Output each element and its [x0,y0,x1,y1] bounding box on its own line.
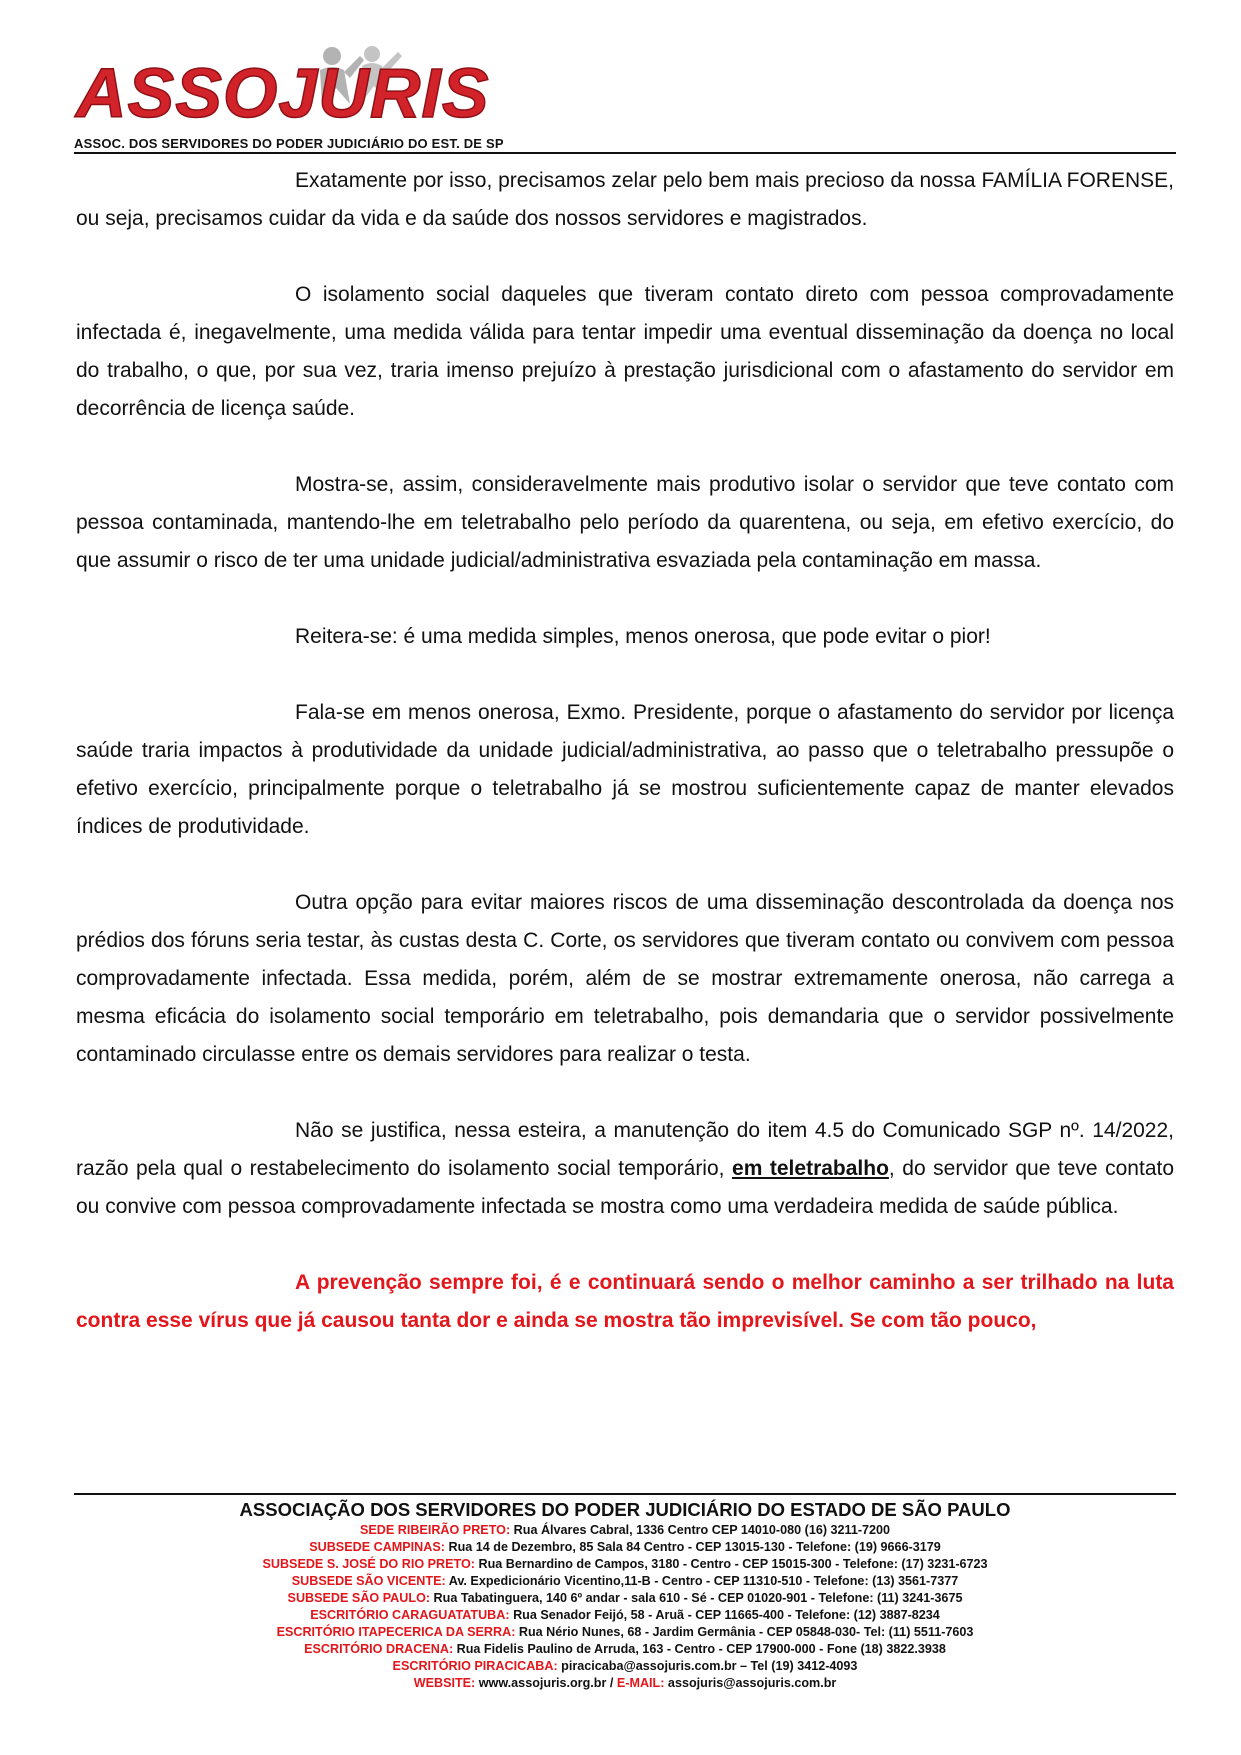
paragraph-7-end: , do servidor que teve contato ou convive com pessoa comprovadamente infectada se mostra como uma verdadeira medida de saúde pública. [76,1157,1175,1218]
office-label: SEDE RIBEIRÃO PRETO: [359,1523,511,1537]
office-row [74,1641,1176,1658]
email-label: E-MAIL: [616,1676,665,1690]
office-address: Rua Álvares Cabral, 1336 Centro CEP 14010-080 (16) 3211-7200 [510,1523,891,1537]
emphasis-teletrabalho: em teletrabalho [732,1157,889,1180]
footer-title: ASSOCIAÇÃO DOS SERVIDORES DO PODER JUDICIÁRIO DO ESTADO DE SÃO PAULO [239,1499,1011,1520]
paragraph-2: O isolamento social daqueles que tiveram contato direto com pessoa comprovadamente infectada é, inegavelmente, uma medida válida para tentar impedir uma eventual disseminação da doença no local do trabalho, o que, por sua vez, traria imenso prejuízo à prestação jurisdicional com o afastamento do servidor em decorrência de licença saúde. [76,283,1174,420]
office-row [74,1658,1176,1675]
paragraph-3: Mostra-se, assim, consideravelmente mais produtivo isolar o servidor que teve contato com pessoa contaminada, mantendo-lhe em teletrabalho pelo período da quarentena, ou seja, em efetivo exercício, do que assumir o risco de ter uma unidade judicial/administrativa esvaziada pela contaminação em massa. [76,473,1174,572]
paragraph-6: Outra opção para evitar maiores riscos de uma disseminação descontrolada da doença nos prédios dos fóruns seria testar, às custas desta C. Corte, os servidores que tiveram contato ou convivem com pessoa comprovadamente infectada. Essa medida, porém, além de se mostrar extremamente onerosa, não carrega a mesma eficácia do isolamento social temporário em teletrabalho, pois demandaria que o servidor possivelmente contaminado circulasse entre os demais servidores para realizar o testa. [76,891,1174,1066]
office-address: Rua Nério Nunes, 68 - Jardim Germânia - CEP 05848-030- Tel: (11) 5511-7603 [515,1625,974,1639]
office-label: SUBSEDE SÃO VICENTE: [291,1574,446,1588]
paragraph-1: Exatamente por isso, precisamos zelar pelo bem mais precioso da nossa FAMÍLIA FORENSE, ou seja, precisamos cuidar da vida e da saúde dos nossos servidores e magistrados. [76,169,1174,230]
website-link[interactable]: www.assojuris.org.br / [475,1676,617,1690]
office-row [74,1522,1176,1539]
office-address: piracicaba@assojuris.com.br – Tel (19) 3412-4093 [557,1659,858,1673]
office-address: Rua Bernardino de Campos, 3180 - Centro - CEP 15015-300 - Telefone: (17) 3231-6723 [474,1557,988,1571]
office-address: Rua Senador Feijó, 58 - Aruã - CEP 11665-400 - Telefone: (12) 3887-8234 [509,1608,940,1622]
paragraph-4: Reitera-se: é uma medida simples, menos onerosa, que pode evitar o pior! [295,625,991,648]
footer-divider [74,1493,1176,1495]
office-label: SUBSEDE S. JOSÉ DO RIO PRETO: [262,1557,475,1571]
office-address: Rua Fidelis Paulino de Arruda, 163 - Centro - CEP 17900-000 - Fone (18) 3822.3938 [453,1642,946,1656]
office-row [74,1573,1176,1590]
office-address: Rua 14 de Dezembro, 85 Sala 84 Centro - CEP 13015-130 - Telefone: (19) 9666-3179 [444,1540,941,1554]
letterhead [74,40,1176,156]
highlight-paragraph: A prevenção sempre foi, é e continuará sendo o melhor caminho a ser trilhado na luta contra esse vírus que já causou tanta dor e ainda se mostra tão imprevisível. Se com tão pouco, [76,1271,1174,1332]
paragraph-7-start: Não se justifica, nessa esteira, a manutenção do item 4.5 do Comunicado SGP nº. 14/2022, razão pela qual o restabelecimento do isolamento social temporário, [76,1119,1174,1180]
website-row [74,1675,1176,1692]
office-row [74,1539,1176,1556]
paragraph-7 [76,1112,1174,1226]
office-address: Av. Expedicionário Vicentino,11-B - Centro - CEP 11310-510 - Telefone: (13) 3561-7377 [445,1574,959,1588]
office-label: SUBSEDE CAMPINAS: [309,1540,445,1554]
office-address: Rua Tabatinguera, 140 6º andar - sala 610 - Sé - CEP 01020-901 - Telefone: (11) 3241-3675 [430,1591,963,1605]
website-label: WEBSITE: [413,1676,476,1690]
letter-body [76,162,1174,1340]
office-label: ESCRITÓRIO CARAGUATATUBA: [310,1608,510,1622]
office-row [74,1556,1176,1573]
office-row [74,1590,1176,1607]
office-row [74,1624,1176,1641]
logo-subtitle: ASSOC. DOS SERVIDORES DO PODER JUDICIÁRIO DO EST. DE SP [74,136,504,151]
office-label: ESCRITÓRIO PIRACICABA: [392,1659,558,1673]
office-label: ESCRITÓRIO DRACENA: [304,1642,454,1656]
paragraph-5: Fala-se em menos onerosa, Exmo. Presidente, porque o afastamento do servidor por licença saúde traria impactos à produtividade da unidade judicial/administrativa, ao passo que o teletrabalho pressupõe o efetivo exercício, principalmente porque o teletrabalho já se mostrou suficientemente capaz de manter elevados índices de produtividade. [76,701,1174,838]
logo-wordmark: ASSOJURIS [76,54,490,132]
office-label: SUBSEDE SÃO PAULO: [287,1591,431,1605]
office-row [74,1607,1176,1624]
footer [74,1493,1176,1692]
header-divider [74,152,1176,154]
office-label: ESCRITÓRIO ITAPECERICA DA SERRA: [276,1625,516,1639]
email-link[interactable]: assojuris@assojuris.com.br [664,1676,837,1690]
